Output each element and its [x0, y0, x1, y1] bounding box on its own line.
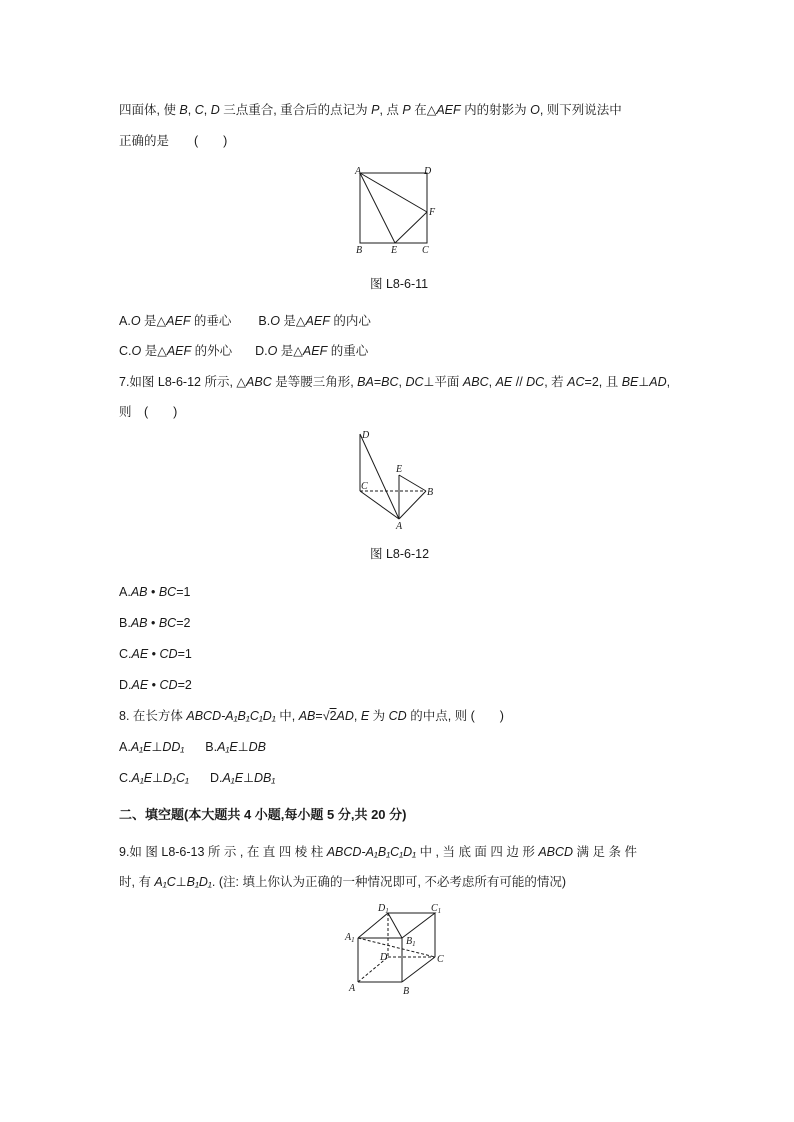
option-letter: B. [205, 740, 218, 754]
var: AEF [302, 344, 328, 358]
text: =1 [176, 585, 191, 599]
var: E [360, 709, 370, 723]
label-b: B [356, 245, 363, 256]
text: , 若 [544, 375, 568, 389]
q7-line1 [119, 374, 670, 391]
text: =2, 且 [584, 375, 622, 389]
var: ABC [462, 375, 489, 389]
q6-line1 [119, 102, 622, 119]
var: AD [649, 375, 667, 389]
q6-options-row2 [119, 343, 368, 360]
top-face [358, 913, 435, 938]
var: BE [621, 375, 639, 389]
text: 8. 在长方体 [119, 709, 187, 723]
var: AC [567, 375, 585, 389]
var: CD [388, 709, 407, 723]
var: AEF [436, 103, 461, 117]
text: 在△ [410, 103, 437, 117]
label-b1: $B_1$ [406, 936, 416, 948]
text: 是△ [140, 314, 167, 328]
label-d: D [424, 166, 432, 177]
var: D₁C₁ [163, 771, 189, 785]
edge-b-c [402, 957, 435, 982]
var: CD [159, 678, 178, 692]
var: A₁E [217, 740, 238, 754]
text: 的垂心 [190, 314, 232, 328]
var: O [270, 314, 280, 328]
diag-a1-c [358, 938, 435, 957]
var: ABCD [538, 845, 574, 859]
var: AB [130, 616, 148, 630]
option-letter: C. [119, 771, 132, 785]
option-letter: C. [119, 344, 132, 358]
q7-option-c [119, 646, 192, 663]
label-a: A [355, 166, 362, 177]
dot: • [147, 616, 159, 630]
q7-option-a [119, 584, 190, 601]
var: BC [381, 375, 399, 389]
text: = [315, 709, 323, 723]
var: DC [526, 375, 545, 389]
text: 内的射影为 [460, 103, 531, 117]
text: =2 [176, 616, 191, 630]
figure-caption-l8-6-11: 图 L8-6-11 [370, 277, 429, 291]
section-title: 二、填空题(本大题共 4 小题,每小题 5 分,共 20 分) [119, 807, 407, 822]
var: ABCD-A₁B₁C₁D₁ [326, 845, 417, 859]
var: BC [158, 585, 177, 599]
var: O [130, 314, 141, 328]
q7-option-b [119, 615, 190, 632]
label-e: E [391, 245, 398, 256]
figure-l8-6-13 [340, 900, 460, 1000]
q7-option-d [119, 677, 192, 694]
q9-line1 [119, 844, 637, 861]
label-c: C [422, 245, 429, 256]
text: 9.如 图 L8-6-13 所 示 , 在 直 四 棱 柱 [119, 845, 327, 859]
text: ⊥ [175, 875, 187, 889]
label-e: E [396, 464, 403, 475]
perp: ⊥ [237, 740, 249, 754]
text: 中 , 当 底 面 四 边 形 [416, 845, 539, 859]
text: 为 [369, 709, 389, 723]
figure-l8-6-12 [352, 428, 442, 532]
var: O [131, 344, 142, 358]
text: . (注: 填上你认为正确的一种情况即可, 不必考虑所有可能的情况) [211, 875, 567, 889]
segment-ef [395, 212, 427, 243]
label-a: A [349, 983, 356, 994]
label-f: F [429, 207, 436, 218]
text: =2 [177, 678, 192, 692]
diag-b1-d1 [388, 913, 402, 938]
segment-ca [360, 491, 399, 519]
text: , 点 [379, 103, 403, 117]
label-b: B [403, 986, 410, 997]
var: D [210, 103, 220, 117]
label-c: C [437, 954, 444, 965]
var: O [267, 344, 278, 358]
var: CD [159, 647, 178, 661]
option-letter: B. [119, 616, 131, 630]
option-letter: C. [119, 647, 132, 661]
text: 7.如图 L8-6-12 所示, △ [119, 375, 247, 389]
option-letter: A. [119, 740, 131, 754]
var: AEF [166, 344, 192, 358]
option-letter: B. [258, 314, 271, 328]
var: AEF [305, 314, 330, 328]
q6-line2: 正确的是 ( ) [119, 134, 228, 148]
var: DB [248, 740, 266, 754]
var: A₁E [222, 771, 244, 785]
var: O [530, 103, 540, 117]
var: BC [158, 616, 177, 630]
perp: ⊥ [243, 771, 254, 785]
label-a1: $A_1$ [345, 932, 355, 944]
label-d: D [380, 952, 388, 963]
text: ⊥平面 [423, 375, 463, 389]
text: 是△ [277, 344, 303, 358]
segment-ab [399, 491, 426, 519]
text: , [398, 375, 406, 389]
label-c: C [361, 481, 368, 492]
label-a: A [396, 521, 403, 532]
dot: • [147, 585, 159, 599]
text: 四面体, 使 [119, 103, 180, 117]
text: 的重心 [327, 344, 369, 358]
figure-l8-6-11 [352, 165, 442, 257]
dot: • [148, 678, 160, 692]
var: AE [495, 375, 513, 389]
text: 的内心 [329, 314, 371, 328]
text: , [666, 375, 671, 389]
var: AEF [166, 314, 191, 328]
label-d1: $D_1$ [378, 903, 389, 915]
text: , [203, 103, 211, 117]
var: A₁E [130, 740, 152, 754]
var: A₁E [131, 771, 153, 785]
text: 满 足 条 件 [573, 845, 637, 859]
var: ABCD-A₁B₁C₁D₁ [186, 709, 276, 723]
q8-options-row1 [119, 739, 266, 756]
segment-da [360, 434, 399, 519]
text: 三点重合, 重合后的点记为 [219, 103, 372, 117]
text: , [488, 375, 496, 389]
q8-options-row2 [119, 770, 275, 787]
label-b: B [427, 487, 434, 498]
var: AB [298, 709, 316, 723]
q8-stem [119, 708, 504, 725]
dot: • [148, 647, 160, 661]
var: AD [336, 709, 354, 723]
segment-eb [399, 475, 426, 491]
q9-line2 [119, 874, 566, 891]
text: , [353, 709, 361, 723]
text: =1 [177, 647, 192, 661]
radicand: 2 [329, 709, 337, 723]
var: AB [130, 585, 148, 599]
var: ABC [246, 375, 272, 389]
text: 是等腰三角形, [271, 375, 358, 389]
var: DB₁ [253, 771, 276, 785]
text: 的中点, 则 ( ) [406, 709, 504, 723]
option-letter: A. [119, 585, 131, 599]
square [360, 173, 427, 243]
text: 的外心 [191, 344, 233, 358]
q6-options-row1 [119, 313, 371, 330]
label-d: D [362, 430, 370, 441]
text: // [512, 375, 527, 389]
text: 中, [275, 709, 299, 723]
var: B₁D₁ [186, 875, 212, 889]
label-c1: $C_1$ [431, 903, 442, 915]
var: P [371, 103, 380, 117]
var: C [194, 103, 204, 117]
option-letter: A. [119, 314, 131, 328]
var: DC [405, 375, 424, 389]
text: , 则下列说法中 [539, 103, 622, 117]
option-letter: D. [255, 344, 268, 358]
q7-line2: 则 ( ) [119, 405, 178, 419]
var: AE [131, 678, 149, 692]
text: 是△ [279, 314, 306, 328]
var: A₁C [154, 875, 176, 889]
figure-caption-l8-6-12: 图 L8-6-12 [370, 547, 430, 561]
var: BA [357, 375, 374, 389]
text: , [187, 103, 195, 117]
var: B [179, 103, 188, 117]
text: = [373, 375, 382, 389]
text: ⊥ [638, 375, 650, 389]
text: 时, 有 [119, 875, 155, 889]
perp: ⊥ [152, 771, 164, 785]
sqrt-sign: √ [322, 709, 330, 723]
var: AE [131, 647, 149, 661]
perp: ⊥ [151, 740, 163, 754]
option-letter: D. [209, 771, 223, 785]
var: P [402, 103, 411, 117]
var: DD₁ [162, 740, 185, 754]
text: 是△ [141, 344, 167, 358]
option-letter: D. [119, 678, 132, 692]
